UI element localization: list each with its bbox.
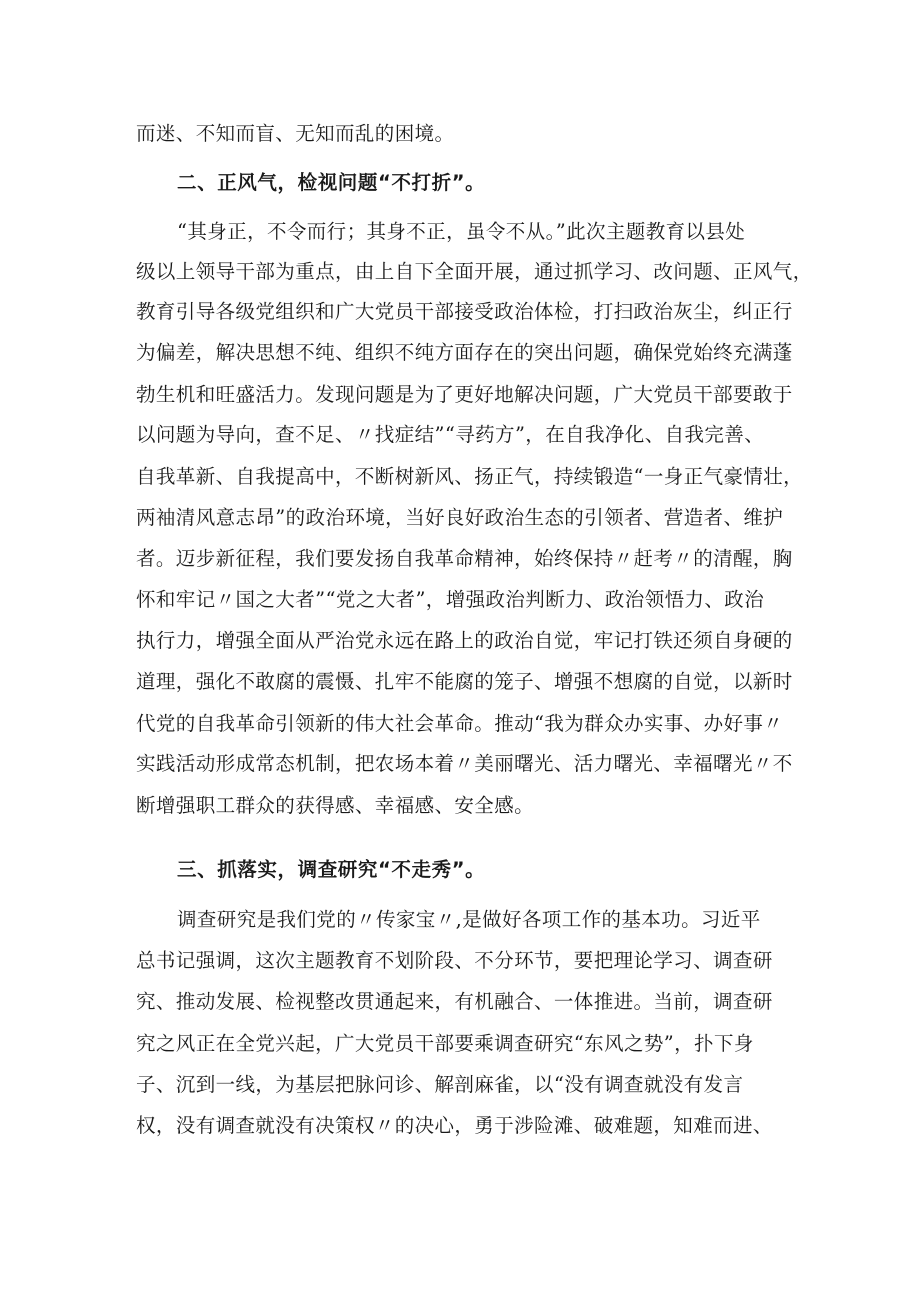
paragraph-3-line-3: 究、推动发展、检视整改贯通起来，有机融合、一体推进。当前，调查研 (136, 990, 773, 1013)
section-heading-2: 二、正风气，检视问题“不打折”。 (177, 171, 486, 194)
paragraph-3-line-2: 总书记强调，这次主题教育不划阶段、不分环节，要把理论学习、调查研 (136, 949, 773, 972)
paragraph-2-line-9: 者。迈步新征程，我们要发扬自我革命精神，始终保持〃赶考〃的清醒，胸 (136, 547, 793, 570)
paragraph-2-line-12: 道理，强化不敢腐的震慑、扎牢不能腐的笼子、增强不想腐的自觉，以新时 (136, 670, 793, 693)
paragraph-3-line-4: 究之风正在全党兴起，广大党员干部要乘调查研究“东风之势”，扑下身 (136, 1032, 754, 1055)
paragraph-2-line-14: 实践活动形成常态机制，把农场本着〃美丽曙光、活力曙光、幸福曙光〃不 (136, 752, 793, 775)
section-heading-3: 三、抓落实，调查研究“不走秀”。 (177, 858, 486, 881)
paragraph-2-line-8: 两袖清风意志昂”的政治环境，当好良好政治生态的引领者、营造者、维护 (136, 506, 784, 529)
paragraph-2-line-5: 勃生机和旺盛活力。发现问题是为了更好地解决问题，广大党员干部要敢于 (136, 383, 793, 406)
paragraph-3-line-1: 调查研究是我们党的〃传家宝〃,是做好各项工作的基本功。习近平 (177, 908, 761, 931)
paragraph-2-line-1: “其身正，不令而行；其身不正，虽令不从。”此次主题教育以县处 (177, 220, 746, 243)
paragraph-3-line-5: 子、沉到一线，为基层把脉问诊、解剖麻雀，以“没有调查就没有发言 (136, 1073, 744, 1096)
paragraph-1-line-1: 而迷、不知而盲、无知而乱的困境。 (136, 122, 455, 145)
paragraph-2-line-6: 以问题为导向，查不足、〃找症结”“寻药方”，在自我净化、自我完善、 (136, 423, 765, 446)
paragraph-2-line-4: 为偏差，解决思想不纯、组织不纯方面存在的突出问题，确保党始终充满蓬 (136, 341, 793, 364)
paragraph-2-line-10: 怀和牢记〃国之大者”“党之大者”，增强政治判断力、政治领悟力、政治 (136, 588, 765, 611)
paragraph-2-line-15: 断增强职工群众的获得感、幸福感、安全感。 (136, 794, 535, 817)
paragraph-2-line-3: 教育引导各级党组织和广大党员干部接受政治体检，打扫政治灰尘，纠正行 (136, 300, 793, 323)
paragraph-2-line-11: 执行力，增强全面从严治党永远在路上的政治自觉，牢记打铁还须自身硬的 (136, 629, 793, 652)
paragraph-2-line-2: 级以上领导干部为重点，由上自下全面开展，通过抓学习、改问题、正风气， (136, 260, 813, 283)
paragraph-2-line-7: 自我革新、自我提高中，不断树新风、扬正气，持续锻造“一身正气豪情壮， (136, 465, 804, 488)
paragraph-2-line-13: 代党的自我革命引领新的伟大社会革命。推动“我为群众办实事、办好事〃 (136, 712, 784, 735)
paragraph-3-line-6: 权，没有调查就没有决策权〃的决心，勇于涉险滩、破难题，知难而进、 (136, 1114, 773, 1137)
